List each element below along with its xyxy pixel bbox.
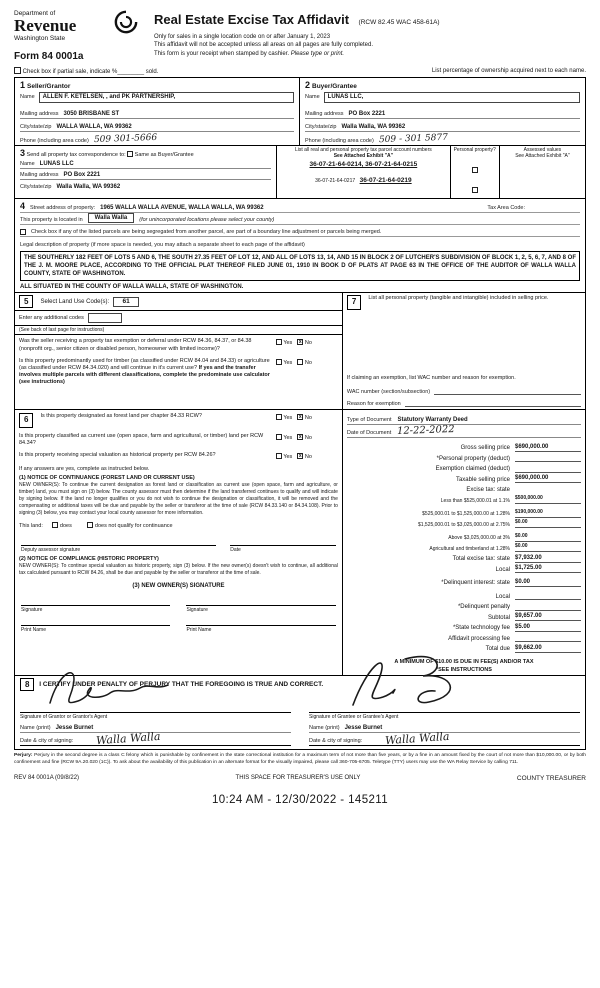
current-use-question-row: [15, 430, 342, 449]
tax-line: [347, 462, 581, 473]
tax-line: [347, 483, 581, 494]
parcel-numbers-column: [277, 146, 449, 198]
seller-city-label: City/state/zip: [20, 123, 52, 130]
header-note-3: [154, 50, 586, 58]
forest-land-answers: [276, 413, 338, 427]
grantee-signature-area[interactable]: [309, 693, 580, 713]
tax-value-delinquent-interest: $0.00: [515, 579, 581, 587]
reason-row: [347, 395, 581, 407]
tax-value-taxable: $690,000.00: [515, 475, 581, 483]
tax-label-delinquent-local: Local: [495, 593, 510, 600]
segregated-row: [20, 225, 580, 237]
current-use-answers: [276, 433, 338, 447]
section-6-number: 6: [19, 413, 33, 427]
legal-description-text-2: ALL SITUATED IN THE COUNTY OF WALLA WALLA, STATE OF WASHINGTON.: [20, 284, 244, 291]
tax-line: [347, 473, 581, 484]
land-use-code-label: Select Land Use Code(s):: [40, 298, 110, 305]
forest-yes-label: Yes: [283, 415, 293, 422]
new-owner-print-line-1[interactable]: Print Name: [21, 625, 170, 633]
document-date-field[interactable]: 12-22-2022: [397, 424, 456, 438]
document-date-row: [347, 425, 581, 438]
segregated-label: Check box if any of the listed parcels are being segregated from another parcel, are part of a boundary line adjustment or parcels being merged.: [31, 229, 382, 236]
tax-value-total-state: $7,932.00: [515, 555, 581, 563]
buyer-city-label: City/state/zip: [305, 123, 337, 130]
partial-sale-checkbox[interactable]: [14, 67, 21, 74]
personal-property-checkbox-2[interactable]: [472, 187, 478, 193]
exemption-claim-note: If claiming an exemption, list WAC number and reason for exemption.: [346, 375, 516, 382]
seller-phone-label: Phone (including area code): [20, 137, 89, 144]
personal-property-header: Personal property?: [453, 146, 496, 153]
wac-number-row: [347, 383, 581, 395]
tax-value-tech-fee: $5.00: [515, 624, 581, 632]
correspondence-mailing-field[interactable]: PO Box 2221: [63, 171, 101, 178]
assessed-values-column: [499, 146, 585, 198]
tax-line: [347, 452, 581, 463]
exemption-no-label: No: [304, 340, 312, 347]
see-instructions-footnote: *SEE INSTRUCTIONS: [435, 666, 492, 673]
exemption-yes-checkbox[interactable]: [276, 339, 282, 345]
correspondence-intro: Send all property tax correspondence to:: [26, 151, 126, 158]
tax-label-delinquent-penalty: *Delinquent penalty: [457, 604, 510, 611]
historic-yes-checkbox[interactable]: [276, 453, 282, 459]
tax-value-delinquent-penalty[interactable]: [515, 603, 581, 611]
seller-phone-row: [20, 132, 294, 145]
tax-label-bracket-4: Above $3,025,000.00 at 3%: [448, 535, 510, 542]
receipt-timestamp: 10:24 AM - 12/30/2022 - 145211: [211, 793, 389, 806]
main-columns: [14, 292, 586, 676]
right-column: [343, 292, 586, 676]
buyer-mailing-row: [305, 106, 580, 119]
forest-no-checkbox[interactable]: x: [298, 414, 302, 421]
street-address-label: Street address of property:: [30, 205, 96, 212]
new-owner-print-line-2[interactable]: Print Name: [186, 625, 335, 633]
see-instructions-note: (See back of last page for instructions): [15, 326, 342, 335]
grantor-signature: [44, 663, 174, 715]
buyer-name-label: Name: [305, 94, 320, 101]
header-note-3-text: This form is your receipt when stamped by cashier.: [154, 50, 290, 57]
seller-section-title: Seller/Grantor: [27, 82, 71, 90]
deputy-assessor-row: [21, 545, 336, 553]
tax-line: [347, 590, 581, 601]
tax-label-taxable: Taxable selling price: [455, 476, 510, 483]
tax-label-tech-fee: *State technology fee: [452, 625, 510, 632]
new-owner-signature-line-2[interactable]: Signature: [186, 605, 335, 613]
tax-value-bracket-3: $0.00: [515, 520, 581, 528]
forest-no-label: No: [304, 415, 312, 422]
historic-no-checkbox[interactable]: x: [298, 453, 302, 460]
personal-property-section: [343, 292, 586, 410]
tax-label-subtotal: Subtotal: [487, 614, 510, 621]
tax-value-personal-deduct[interactable]: [515, 454, 581, 462]
new-owner-signature-row: [21, 605, 336, 613]
personal-property-checkbox-1[interactable]: [472, 167, 478, 173]
grantee-certification: [309, 693, 580, 746]
grantor-date-city-field[interactable]: Walla Walla: [95, 729, 162, 748]
page-title: Real Estate Excise Tax Affidavit: [154, 12, 350, 27]
timber-question-answers: [276, 358, 338, 387]
tax-computation: [347, 441, 581, 653]
tax-label-gross: Gross selling price: [460, 445, 510, 452]
historic-question-row: [15, 449, 342, 463]
parties-row: [14, 77, 586, 146]
property-section: [14, 198, 586, 293]
tax-value-bracket-2: $190,000.00: [515, 510, 581, 518]
header-note-2: This affidavit will not be accepted unless all areas on all pages are fully completed.: [154, 42, 374, 49]
notice-compliance-title: (2) NOTICE OF COMPLIANCE (HISTORIC PROPERTY): [19, 556, 159, 563]
correspondence-name-label: Name: [20, 160, 35, 167]
tax-line: [347, 542, 581, 553]
wac-number-label: WAC number (section/subsection): [346, 389, 431, 396]
correspondence-section: [14, 145, 586, 199]
tax-line: [347, 531, 581, 542]
does-not-label: does not qualify for continuance: [94, 523, 173, 530]
tax-line: [347, 507, 581, 518]
deputy-date-line[interactable]: Date: [230, 545, 336, 553]
does-not-checkbox[interactable]: [87, 522, 93, 528]
partial-sale-label: Check box if partial sale, indicate %________ sold.: [22, 68, 159, 75]
new-owner-print-row: [21, 625, 336, 633]
buyer-phone-label: Phone (including area code): [305, 137, 374, 144]
tax-label-processing-fee: Affidavit processing fee: [448, 635, 510, 642]
timber-no-checkbox[interactable]: [297, 359, 303, 365]
dor-logo: [14, 10, 140, 42]
personal-property-checkbox-2-wrap: [453, 179, 497, 197]
tax-value-bracket-1: $500,000.00: [515, 496, 581, 504]
seller-city-field[interactable]: WALLA WALLA, WA 99362: [56, 123, 132, 130]
tax-line: [347, 494, 581, 505]
correspondence-city-row: [20, 180, 271, 191]
title-block: [154, 10, 586, 62]
certification-section: [14, 675, 586, 750]
correspondence-name-row: [20, 158, 271, 169]
parcel-columns: [277, 146, 585, 198]
historic-question-text: Is this property receiving special valuation as historical property per RCW 84.26?: [19, 452, 216, 459]
land-use-code-field[interactable]: 61: [113, 297, 139, 307]
buyer-name-field[interactable]: LUNAS LLC,: [324, 92, 580, 103]
new-owners-signature-title: (3) NEW OWNER(S) SIGNATURE: [132, 583, 225, 590]
seller-grantor-section: [14, 77, 300, 146]
tax-value-subtotal: $9,657.00: [515, 613, 581, 621]
grantor-signature-label: Signature of Grantor or Grantor's Agent: [20, 713, 108, 720]
timber-yes-checkbox[interactable]: [276, 359, 282, 365]
tax-label-bracket-3: $1,525,000.01 to $3,025,000.00 at 2.75%: [417, 521, 510, 528]
same-as-buyer-label: Same as Buyer/Grantee: [134, 151, 194, 158]
correspondence-mailing-row: [20, 169, 271, 180]
seller-mailing-row: [20, 106, 294, 119]
seller-name-row: [20, 92, 294, 103]
county-treasurer-label: COUNTY TREASURER: [516, 774, 586, 782]
located-in-label: This property is located in: [20, 217, 83, 224]
grantor-signature-area[interactable]: [20, 693, 291, 713]
minimum-due-note: A MINIMUM OF $10.00 IS DUE IN FEE(S) AND/OR TAX: [394, 658, 534, 665]
forest-land-question-text: Is this property designated as forest land per chapter 84.33 RCW?: [40, 413, 202, 420]
seller-section-header: [20, 80, 294, 90]
treasurer-space-label: THIS SPACE FOR TREASURER'S USE ONLY: [235, 774, 361, 781]
partial-sale-row: [14, 67, 586, 75]
additional-codes-row: [15, 311, 342, 326]
timber-yes-label: Yes: [283, 359, 293, 366]
grantee-signature-label: Signature of Grantee or Grantee's Agent: [309, 713, 399, 720]
correspondence-city-label: City/state/zip: [20, 183, 52, 190]
exemption-yes-label: Yes: [283, 340, 293, 347]
timber-question-row: [15, 355, 342, 389]
buyer-mailing-field[interactable]: PO Box 2221: [348, 110, 386, 117]
grantee-date-city-field[interactable]: Walla Walla: [384, 729, 451, 748]
tax-label-excise-state: Excise tax: state: [466, 487, 510, 494]
legal-description-text[interactable]: THE SOUTHERLY 182 FEET OF LOTS 5 AND 6, THE SOUTH 27.35 FEET OF LOT 12, AND ALL OF LOTS 13, 14, AND 15 IN BLOCK 2 OF LUTCHER'S SUBDIVISION OF BLOCK 1, 2, 5, 6, 7, AND 8 OF THE J. M. MOORE PLACE, ACCORDING TO THE OFFICIAL PLAT THEREOF FILED JUNE 01, 1910 IN BOOK D OF PLATS AT PAGE 63 IN THE OFFICE OF THE AUDITOR OF WALLA WALLA COUNTY, STATE OF WASHINGTON.: [20, 251, 580, 281]
seller-city-row: [20, 119, 294, 132]
buyer-phone-row: [305, 132, 580, 145]
grantor-name-label: Name (print): [20, 724, 51, 731]
certification-statement: I CERTIFY UNDER PENALTY OF PERJURY THAT THE FOREGOING IS TRUE AND CORRECT.: [39, 681, 324, 689]
section-7-number: 7: [347, 295, 361, 309]
revenue-swirl-icon: [114, 10, 138, 34]
parcel-number-0219: 36-07-21-64-0219: [359, 177, 412, 185]
seller-mailing-label: Mailing address: [20, 110, 59, 117]
tax-value-agricultural: $0.00: [515, 544, 581, 552]
perjury-text: Perjury in the second degree is a class C felony which is punishable by confinement in the state correctional institution for a maximum term of not more than five years, or by a fine in an amount fixed by the court of not more than $10,000.00, or by both confinement and fine (RCW 9A.20.020 (1C)). To ask about the availability of this publication in an alternate format for the visually impaired, please call 360-705-6705. Teletype (TTY) users may use the WA Relay Service by calling 711.: [14, 752, 586, 765]
tax-value-bracket-4: $0.00: [515, 534, 581, 542]
header-notes: [154, 33, 586, 58]
legal-description-label-row: [20, 237, 580, 249]
correspondence-name-field[interactable]: LUNAS LLC: [39, 160, 74, 167]
certification-columns: [20, 693, 580, 746]
grantor-date-row: [20, 729, 291, 748]
perjury-label: Perjury:: [14, 752, 33, 758]
correspondence-city-field[interactable]: Walla Walla, WA 99362: [56, 183, 121, 190]
land-use-section: [14, 292, 343, 410]
tax-value-delinquent-local[interactable]: [515, 592, 581, 600]
tax-label-personal-deduct: *Personal property (deduct): [436, 455, 510, 462]
buyer-city-field[interactable]: Walla Walla, WA 99362: [341, 123, 406, 130]
parcel-numbers-header: List all real and personal property tax parcel account numbers: [295, 146, 432, 153]
tax-value-local: $1,725.00: [515, 565, 581, 573]
buyer-grantee-section: [300, 77, 586, 146]
tax-value-total-due: $9,662.00: [515, 645, 581, 653]
grantee-name-field[interactable]: Jesse Burnet: [344, 724, 383, 731]
additional-codes-label: Enter any additional codes: [19, 315, 84, 322]
notice-compliance-body: NEW OWNER(S): To continue special valuation as historic property, sign (3) below. If the new owner(s) doesn't wish to continue, all additional tax calculated pursuant to RCW 84.26, shall be due and payable by the seller or transferor at the time of sale.: [19, 563, 338, 577]
forest-yes-checkbox[interactable]: [276, 414, 282, 420]
personal-property-checkbox-1-wrap: [453, 159, 497, 177]
assessed-values-exhibit: See Attached Exhibit "A": [515, 153, 570, 160]
tax-value-excise-state: [515, 486, 581, 494]
additional-codes-field[interactable]: [88, 313, 122, 323]
historic-answers: [276, 452, 338, 461]
header-note-1: Only for sales in a single location code on or after January 1, 2023: [154, 34, 331, 40]
historic-yes-label: Yes: [283, 454, 293, 461]
footer-row: [14, 775, 586, 782]
grantee-signature: [339, 649, 489, 715]
tax-line: [347, 611, 581, 622]
tax-label-total-due: Total due: [485, 646, 510, 653]
buyer-mailing-label: Mailing address: [305, 110, 344, 117]
deputy-assessor-signature-line[interactable]: Deputy assessor signature: [21, 545, 216, 553]
located-in-note: (for unincorporated locations please select your county): [139, 217, 275, 224]
correspondence-left: [15, 146, 277, 198]
reason-exemption-field[interactable]: [405, 398, 581, 407]
new-owner-signature-line-1[interactable]: Signature: [21, 605, 170, 613]
timber-no-label: No: [304, 359, 312, 366]
tax-line: [347, 576, 581, 587]
parcel-number-0217: 36-07-21-64-0217: [315, 178, 356, 185]
perjury-notice: [14, 753, 586, 767]
personal-property-blank-area[interactable]: [347, 310, 581, 376]
document-and-tax-section: [343, 409, 586, 676]
designation-section: [14, 409, 343, 676]
tax-line: [347, 441, 581, 452]
parcel-number-line-1[interactable]: 36-07-21-64-0214, 36-07-21-64-0215: [309, 161, 418, 169]
seller-name-field[interactable]: ALLEN F. KETELSEN, , and PK PARTNERSHIP,: [39, 92, 294, 103]
current-use-no-label: No: [304, 434, 312, 441]
logo-revenue: Revenue: [14, 16, 77, 35]
assessed-values-header: Assessed values: [523, 146, 562, 153]
located-in-row: [20, 213, 580, 225]
section-1-number: 1: [20, 79, 26, 90]
land-use-code-row: [15, 293, 342, 311]
tax-label-bracket-1: Less than $525,000.01 at 1.1%: [440, 497, 510, 504]
form-number: Form 84 0001a: [14, 50, 84, 62]
section-3-number: 3: [20, 147, 26, 158]
this-land-label: This land:: [19, 523, 43, 530]
notice-continuance-body: NEW OWNER(S): To continue the current designation as forest land or classification as current use (open space, farm and agriculture, or timber) land, you must sign on (3) below. The county assessor must then determine if the land transferred continues to qualify and will indicate by signing below. If the land no longer qualifies or you do not wish to continue the designation or classification, it will be removed and the compensating or additional taxes will be due and payable by the seller or transferor at the time of sale (RCW 84.33.140 or 84.34.108). Prior to signing (3) below, you may contact your local county assessor for more information.: [19, 482, 338, 517]
parcel-numbers-exhibit: See Attached Exhibit "A": [333, 153, 394, 160]
grantor-certification: [20, 693, 291, 746]
same-as-buyer-checkbox[interactable]: [127, 151, 133, 157]
historic-no-label: No: [304, 454, 312, 461]
logo-column: [14, 10, 140, 62]
section-4-number: 4: [20, 201, 26, 212]
grantor-name-field[interactable]: Jesse Burnet: [55, 724, 94, 731]
personal-property-list-label: List all personal property (tangible and intangible) included in selling price.: [368, 295, 549, 302]
header-note-3-italic: Please type or print.: [290, 50, 345, 57]
section-8-number: 8: [20, 678, 34, 691]
tax-label-delinquent-interest: *Delinquent interest: state: [441, 580, 510, 587]
grantee-date-row: [309, 729, 580, 748]
tax-line: [347, 632, 581, 643]
header: [14, 10, 586, 62]
buyer-phone-field[interactable]: 509 - 301 5877: [378, 132, 448, 146]
document-type-field[interactable]: Statutory Warranty Deed: [397, 417, 468, 424]
tax-line: [347, 600, 581, 611]
parcel-number-line-2[interactable]: [279, 169, 447, 187]
tax-value-exemption-deduct[interactable]: [515, 465, 581, 473]
grantee-name-label: Name (print): [309, 724, 340, 731]
title-rcw: (RCW 82.45 WAC 458-61A): [358, 19, 440, 26]
tax-line: [347, 518, 581, 529]
logo-dept-of: Department of: [14, 10, 56, 17]
tax-label-bracket-2: $525,000.01 to $1,525,000.00 at 1.28%: [422, 511, 510, 518]
tax-line: [347, 552, 581, 563]
tax-line: [347, 563, 581, 574]
notice-continuance-title: (1) NOTICE OF CONTINUANCE (FOREST LAND OR CURRENT USE): [19, 475, 195, 482]
logo-washington-state: Washington State: [14, 34, 66, 42]
seller-phone-field[interactable]: 509 301-5666: [93, 132, 158, 145]
does-label: does: [59, 523, 72, 530]
exemption-question-text: Was the seller receiving a property tax exemption or deferral under RCW 84.36, 84.37, or 84.38 (nonprofit org., senior citizen or disabled person, homeowner with limited income)?: [19, 338, 252, 352]
current-use-question-text: Is this property classified as current use (open space, farm and agricultural, or timber) land per RCW 84.34?: [19, 432, 264, 446]
tax-label-exemption-deduct: Exemption claimed (deduct): [435, 466, 510, 473]
personal-property-column: [450, 146, 499, 198]
wac-number-field[interactable]: [434, 386, 581, 395]
ownership-percentage-label: List percentage of ownership acquired next to each name.: [431, 67, 586, 74]
seller-name-label: Name: [20, 94, 35, 101]
forest-land-question-row: [15, 410, 342, 429]
exemption-question-answers: [276, 338, 338, 352]
buyer-name-row: [305, 92, 580, 103]
buyer-section-header: [305, 80, 580, 90]
tax-line: [347, 621, 581, 632]
left-column: [14, 292, 343, 676]
tax-label-local: Local: [495, 566, 510, 573]
correspondence-header: [20, 148, 271, 158]
buyer-section-title: Buyer/Grantee: [312, 82, 357, 90]
correspondence-mailing-label: Mailing address: [20, 171, 59, 178]
grantee-date-label: Date & city of signing:: [309, 737, 363, 744]
timber-question-text-b: If yes and the transfer involves multiple parcels with different classifications, complete the predominate use calculator (see instructions): [19, 364, 270, 386]
section-2-number: 2: [305, 79, 311, 90]
reason-exemption-label: Reason for exemption: [346, 401, 401, 408]
document-type-row: [347, 412, 581, 425]
street-address-field[interactable]: 1965 WALLA WALLA AVENUE, WALLA WALLA, WA 99362: [100, 205, 264, 212]
section-6-number-wrap: [19, 413, 36, 427]
segregated-checkbox[interactable]: [20, 229, 26, 235]
tax-label-total-state: Total excise tax: state: [452, 556, 510, 563]
document-date-label: Date of Document: [346, 430, 392, 437]
timber-question-text: [19, 358, 272, 387]
current-use-yes-checkbox[interactable]: [276, 434, 282, 440]
current-use-yes-label: Yes: [283, 434, 293, 441]
current-use-no-checkbox[interactable]: x: [298, 433, 302, 440]
personal-property-list-header: [347, 293, 581, 309]
exemption-no-checkbox[interactable]: x: [298, 339, 302, 346]
tax-value-gross: $690,000.00: [515, 444, 581, 452]
section-5-number: 5: [19, 295, 33, 308]
legal-description-label: Legal description of property (if more space is needed, you may attach a separate sheet to each page of the affidavit): [20, 242, 305, 249]
partial-sale-left: [14, 67, 158, 75]
rev-number: REV 84 0001A (09/8/22): [14, 774, 80, 781]
tax-label-agricultural: Agricultural and timberland at 1.28%: [429, 545, 510, 552]
tax-value-processing-fee[interactable]: [515, 634, 581, 642]
buyer-city-row: [305, 119, 580, 132]
grantor-date-label: Date & city of signing:: [20, 737, 74, 744]
timber-question-text-a: Is this property predominantly used for timber (as classified under RCW 84.04 and 84.33) or agriculture (as classified under RCW 84.34.020) and will continue in it's current use?: [19, 357, 270, 371]
if-yes-instruction: If any answers are yes, complete as instructed below.: [19, 466, 150, 473]
seller-mailing-field[interactable]: 3050 BRISBANE ST: [63, 110, 120, 117]
street-address-row: [20, 201, 580, 213]
exemption-question-row: [15, 335, 342, 354]
tax-area-code-label: Tax Area Code:: [487, 205, 525, 212]
document-type-label: Type of Document: [346, 417, 392, 424]
located-in-field[interactable]: Walla Walla: [88, 213, 135, 223]
does-checkbox[interactable]: [52, 522, 58, 528]
this-land-row: [15, 517, 342, 529]
